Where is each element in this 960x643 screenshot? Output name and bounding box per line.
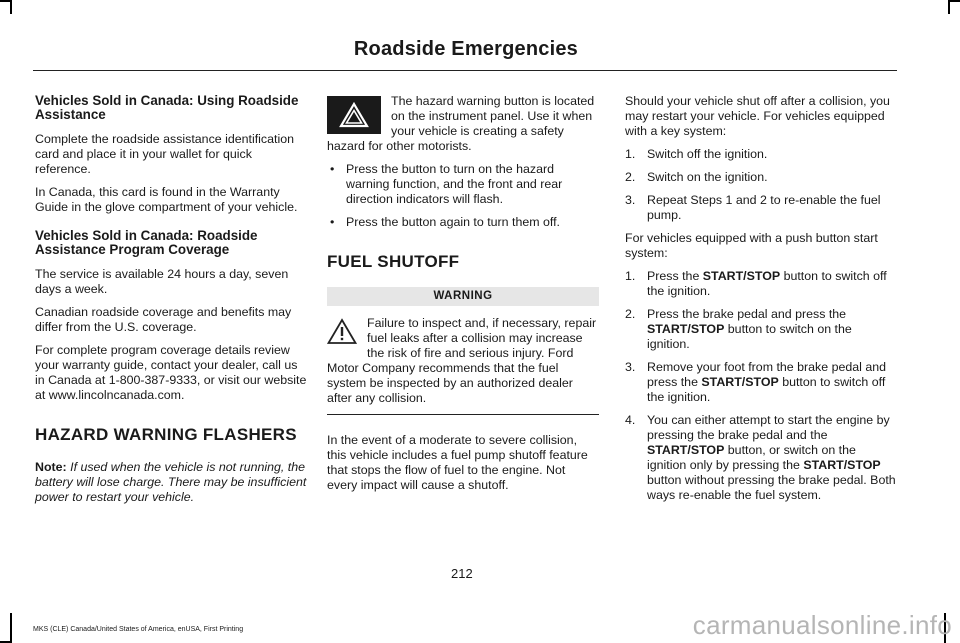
- push-steps-list: [625, 269, 897, 503]
- column-1: [35, 94, 307, 513]
- step-text: Switch on the ignition.: [647, 170, 768, 184]
- step-number: 4.: [625, 413, 636, 427]
- crop-mark: [10, 0, 12, 14]
- paragraph: In Canada, this card is found in the Warranty Guide in the glove compartment of your vehicle.: [35, 185, 298, 214]
- crop-mark: [10, 613, 12, 643]
- paragraph: Should your vehicle shut off after a collision, you may restart your vehicle. For vehicles equipped with a key system:: [625, 94, 890, 138]
- step-text: Repeat Steps 1 and 2 to re-enable the fuel pump.: [647, 193, 881, 222]
- crop-mark: [0, 0, 10, 2]
- step-text: button, or switch on the ignition only by pressing the: [647, 443, 856, 472]
- start-stop-label: START/STOP: [702, 269, 781, 283]
- start-stop-label: START/STOP: [803, 458, 881, 472]
- crop-mark: [950, 0, 960, 2]
- step-text: Press the brake pedal and press the: [647, 307, 847, 321]
- paragraph: In the event of a moderate to severe collision, this vehicle includes a fuel pump shutoff feature that stops the flow of fuel to the engine. Not every impact will cause a shutoff.: [327, 433, 588, 492]
- paragraph: For complete program coverage details review your warranty guide, contact your dealer, call us in Canada at 1-800-387-9333, or visit our website at www.lincolncanada.com.: [35, 343, 307, 402]
- watermark: carmanualsonline.info: [692, 610, 952, 640]
- step-text: button without pressing the brake pedal. Both ways re-enable the fuel system.: [647, 473, 896, 502]
- list-item: [625, 193, 897, 223]
- step-text: button to switch off the ignition.: [647, 375, 886, 404]
- start-stop-label: START/STOP: [647, 322, 725, 336]
- page-number: 212: [451, 566, 473, 581]
- start-stop-label: START/STOP: [701, 375, 779, 389]
- step-number: 2.: [625, 170, 636, 184]
- step-text: You can either attempt to start the engine by pressing the brake pedal and the: [647, 413, 890, 442]
- note-label: Note:: [35, 460, 67, 474]
- step-text: Switch off the ignition.: [647, 147, 768, 161]
- list-item: [625, 170, 897, 185]
- heading-using-roadside: Vehicles Sold in Canada: Using Roadside Assistance: [35, 93, 299, 122]
- paragraph: For vehicles equipped with a push button start system:: [625, 231, 878, 260]
- paragraph: Canadian roadside coverage and benefits may differ from the U.S. coverage.: [35, 305, 292, 334]
- warning-rule: [327, 414, 599, 415]
- step-text: Remove your foot from the brake pedal and press the: [647, 360, 886, 389]
- step-number: 2.: [625, 307, 636, 321]
- warning-text: Failure to inspect and, if necessary, repair fuel leaks after a collision may increase the risk of fire and serious injury. Ford Motor Company recommends that the fuel system be inspected by an authorized dealer after any collision.: [327, 316, 597, 405]
- step-text: Press the: [647, 269, 703, 283]
- paragraph: Complete the roadside assistance identification card and place it in your wallet for quick reference.: [35, 132, 294, 176]
- step-text: button to switch on the ignition.: [647, 322, 852, 351]
- list-item: • Press the button to turn on the hazard warning function, and the front and rear direction indicators will flash.: [327, 162, 599, 207]
- hazard-intro: The hazard warning button is located on the instrument panel. Use it when your vehicle is creating a safety hazard for other motorists.: [327, 94, 595, 153]
- warning-block: [327, 316, 599, 406]
- heading-hazard-flashers: HAZARD WARNING FLASHERS: [35, 425, 297, 444]
- list-item: [625, 413, 897, 503]
- list-item: • Press the button again to turn them off.: [327, 215, 599, 230]
- key-steps-list: [625, 147, 897, 223]
- step-number: 3.: [625, 193, 636, 207]
- header-rule: [33, 70, 897, 71]
- list-item: [625, 147, 897, 162]
- list-item: [625, 269, 897, 299]
- hazard-bullet-list: [327, 162, 599, 230]
- warning-label: WARNING: [327, 287, 599, 306]
- step-number: 1.: [625, 147, 636, 161]
- column-2: [327, 94, 599, 501]
- list-item: [625, 307, 897, 352]
- list-item: [625, 360, 897, 405]
- page-title: Roadside Emergencies: [353, 38, 578, 60]
- step-number: 3.: [625, 360, 636, 374]
- hazard-triangle-icon: [327, 96, 381, 134]
- crop-mark: [948, 0, 950, 14]
- warning-triangle-icon: [327, 318, 357, 349]
- note: [35, 460, 307, 505]
- note-text: If used when the vehicle is not running, the battery will lose charge. There may be insufficient power to restart your vehicle.: [35, 460, 307, 504]
- heading-program-coverage: Vehicles Sold in Canada: Roadside Assistance Program Coverage: [35, 228, 258, 257]
- step-text: button to switch off the ignition.: [647, 269, 887, 298]
- footer-text: MKS (CLE) Canada/United States of America, enUSA, First Printing: [33, 626, 244, 633]
- column-3: [625, 94, 897, 511]
- heading-fuel-shutoff: FUEL SHUTOFF: [327, 252, 460, 271]
- start-stop-label: START/STOP: [647, 443, 725, 457]
- step-number: 1.: [625, 269, 636, 283]
- paragraph: The service is available 24 hours a day, seven days a week.: [35, 267, 289, 296]
